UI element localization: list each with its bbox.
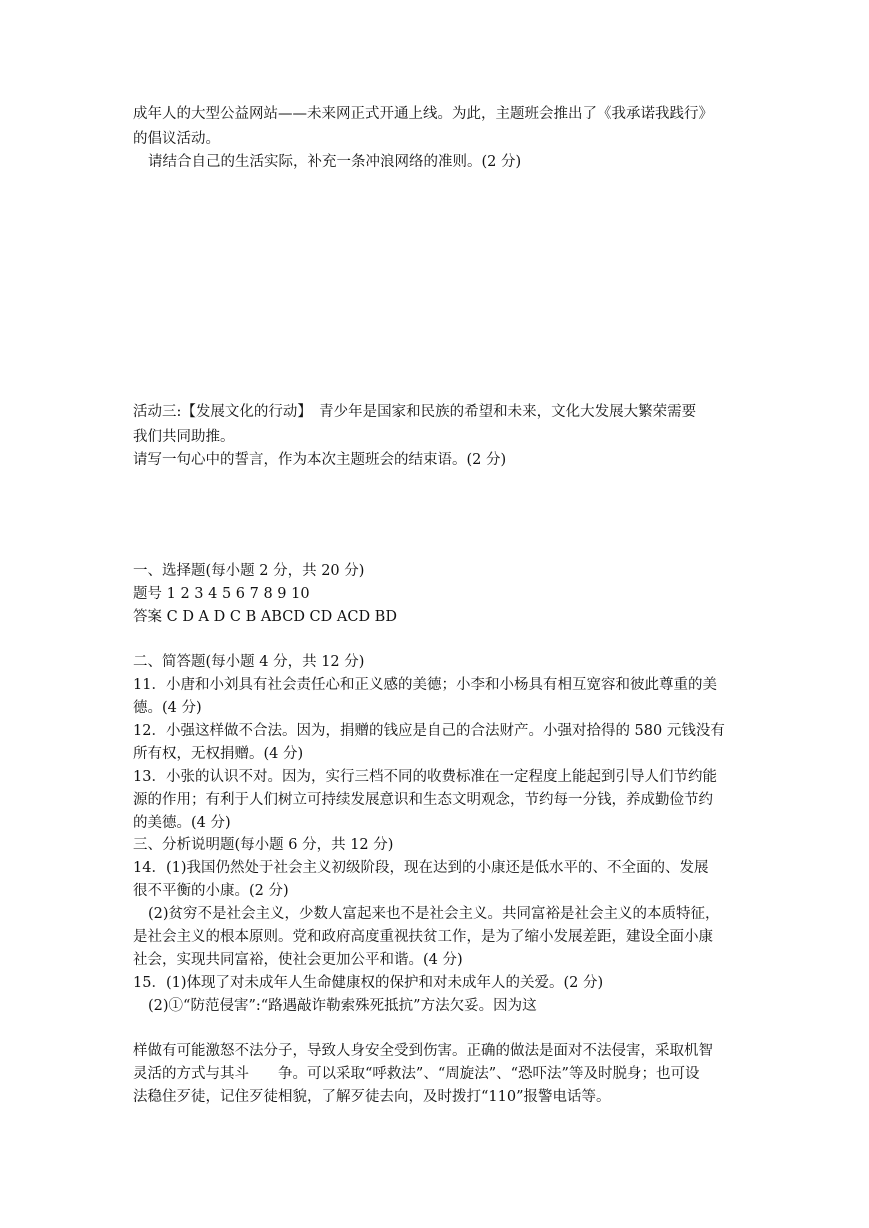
q15-3-line-3: 法稳住歹徒，记住歹徒相貌，了解歹徒去向，及时拨打“110”报警电话等。 [133, 1089, 611, 1105]
intro-line-1: 成年人的大型公益网站——未来网正式开通上线。为此，主题班会推出了《我承诺我践行》 [133, 106, 713, 122]
answer-row-numbers: 题号 1 2 3 4 5 6 7 8 9 10 [133, 586, 310, 602]
q12-line-1: 12．小强这样做不合法。因为，捐赠的钱应是自己的合法财产。小强对拾得的 580 元钱没有 [133, 723, 725, 739]
q12-line-2: 所有权，无权捐赠。(4 分) [133, 746, 304, 762]
section3-title: 三、分析说明题(每小题 6 分，共 12 分) [133, 837, 394, 853]
section2-title: 二、简答题(每小题 4 分，共 12 分) [133, 654, 365, 670]
q14-2-line-1: (2)贫穷不是社会主义，少数人富起来也不是社会主义。共同富裕是社会主义的本质特征， [148, 906, 720, 922]
q11-line-1: 11．小唐和小刘具有社会责任心和正义感的美德；小李和小杨具有相互宽容和彼此尊重的美 [133, 677, 717, 693]
q13-line-3: 的美德。(4 分) [133, 815, 231, 831]
activity3-line-2: 我们共同助推。 [133, 429, 235, 445]
q14-1-line-2: 很不平衡的小康。(2 分) [133, 883, 289, 899]
q13-line-2: 源的作用；有利于人们树立可持续发展意识和生态文明观念，节约每一分钱，养成勤俭节约 [133, 792, 713, 808]
activity3-line-1: 活动三:【发展文化的行动】 青少年是国家和民族的希望和未来，文化大发展大繁荣需要 [133, 404, 697, 420]
q15-1: 15．(1)体现了对未成年人生命健康权的保护和对未成年人的关爱。(2 分) [133, 975, 604, 991]
q15-3-line-2: 灵活的方式与其斗 争。可以采取“呼救法”、“周旋法”、“恐吓法”等及时脱身；也可设 [133, 1066, 700, 1082]
q14-2-line-2: 是社会主义的根本原则。党和政府高度重视扶贫工作，是为了缩小发展差距，建设全面小康 [133, 929, 713, 945]
section1-title: 一、选择题(每小题 2 分，共 20 分) [133, 563, 365, 579]
q14-1-line-1: 14．(1)我国仍然处于社会主义初级阶段，现在达到的小康还是低水平的、不全面的、发展 [133, 860, 709, 876]
q11-line-2: 德。(4 分) [133, 700, 202, 716]
q15-2: (2)①“防范侵害”:“路遇敲诈勒索殊死抵抗”方法欠妥。因为这 [148, 998, 537, 1014]
q15-3-line-1: 样做有可能激怒不法分子，导致人身安全受到伤害。正确的做法是面对不法侵害，采取机智 [133, 1043, 713, 1059]
intro-line-2: 的倡议活动。 [133, 131, 220, 147]
activity3-question: 请写一句心中的誓言，作为本次主题班会的结束语。(2 分) [133, 452, 507, 468]
q13-line-1: 13．小张的认识不对。因为，实行三档不同的收费标准在一定程度上能起到引导人们节约能 [133, 769, 717, 785]
answer-row-answers: 答案 C D A D C B ABCD CD ACD BD [133, 609, 397, 625]
intro-question: 请结合自己的生活实际，补充一条冲浪网络的准则。(2 分) [148, 154, 522, 170]
q14-2-line-3: 社会，实现共同富裕，使社会更加公平和谐。(4 分) [133, 952, 463, 968]
